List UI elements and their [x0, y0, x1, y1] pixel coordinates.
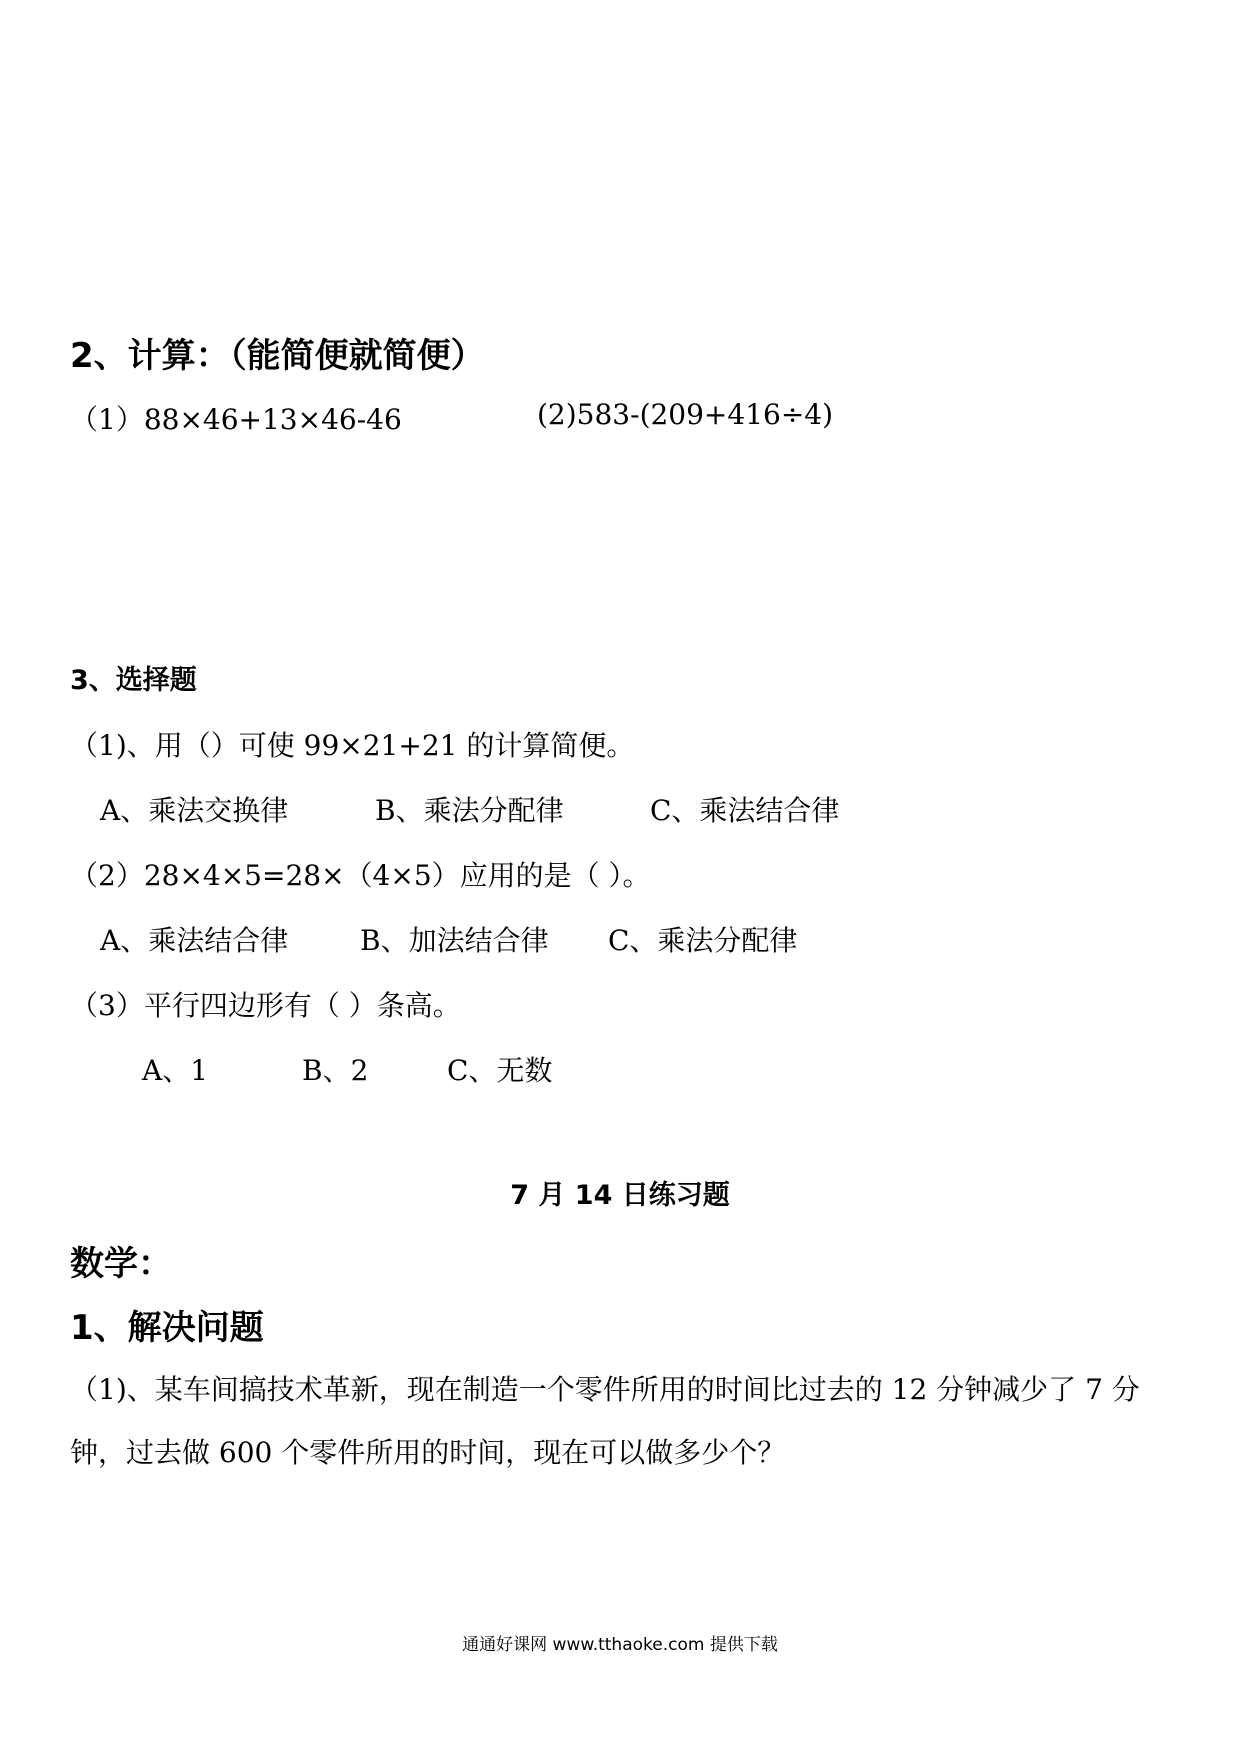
section-3-heading: 3、选择题: [70, 665, 197, 696]
subject-label: 数学：: [70, 1244, 172, 1284]
q3-option-b: B、2: [302, 1054, 369, 1087]
q1-option-b: B、乘法分配律: [375, 794, 564, 827]
word-problem-line-1: （1)、某车间搞技术革新，现在制造一个零件所用的时间比过去的 12 分钟减少了 7 分: [70, 1373, 1140, 1406]
q1-option-c: C、乘法结合律: [650, 794, 840, 827]
calc-problem-1: （1）88×46+13×46-46: [70, 403, 402, 436]
day-title: 7 月 14 日练习题: [510, 1180, 730, 1211]
q2-option-a: A、乘法结合律: [100, 924, 289, 957]
problem-solving-heading: 1、解决问题: [70, 1308, 264, 1348]
choice-question-3: （3）平行四边形有（ ）条高。: [70, 989, 461, 1022]
page-footer: 通通好课网 www.tthaoke.com 提供下载: [462, 1635, 778, 1655]
q3-option-c: C、无数: [447, 1054, 553, 1087]
section-2-heading: 2、计算：（能简便就简便）: [70, 336, 485, 376]
q2-option-b: B、加法结合律: [360, 924, 549, 957]
calc-problem-2: (2)583-(209+416÷4): [537, 398, 834, 431]
choice-question-2: （2）28×4×5=28×（4×5）应用的是（ ）。: [70, 859, 651, 892]
q2-option-c: C、乘法分配律: [608, 924, 798, 957]
q3-option-a: A、1: [142, 1054, 209, 1087]
word-problem-line-2: 钟，过去做 600 个零件所用的时间，现在可以做多少个？: [70, 1436, 786, 1469]
choice-question-1: （1)、用（）可使 99×21+21 的计算简便。: [70, 729, 635, 762]
q1-option-a: A、乘法交换律: [100, 794, 289, 827]
